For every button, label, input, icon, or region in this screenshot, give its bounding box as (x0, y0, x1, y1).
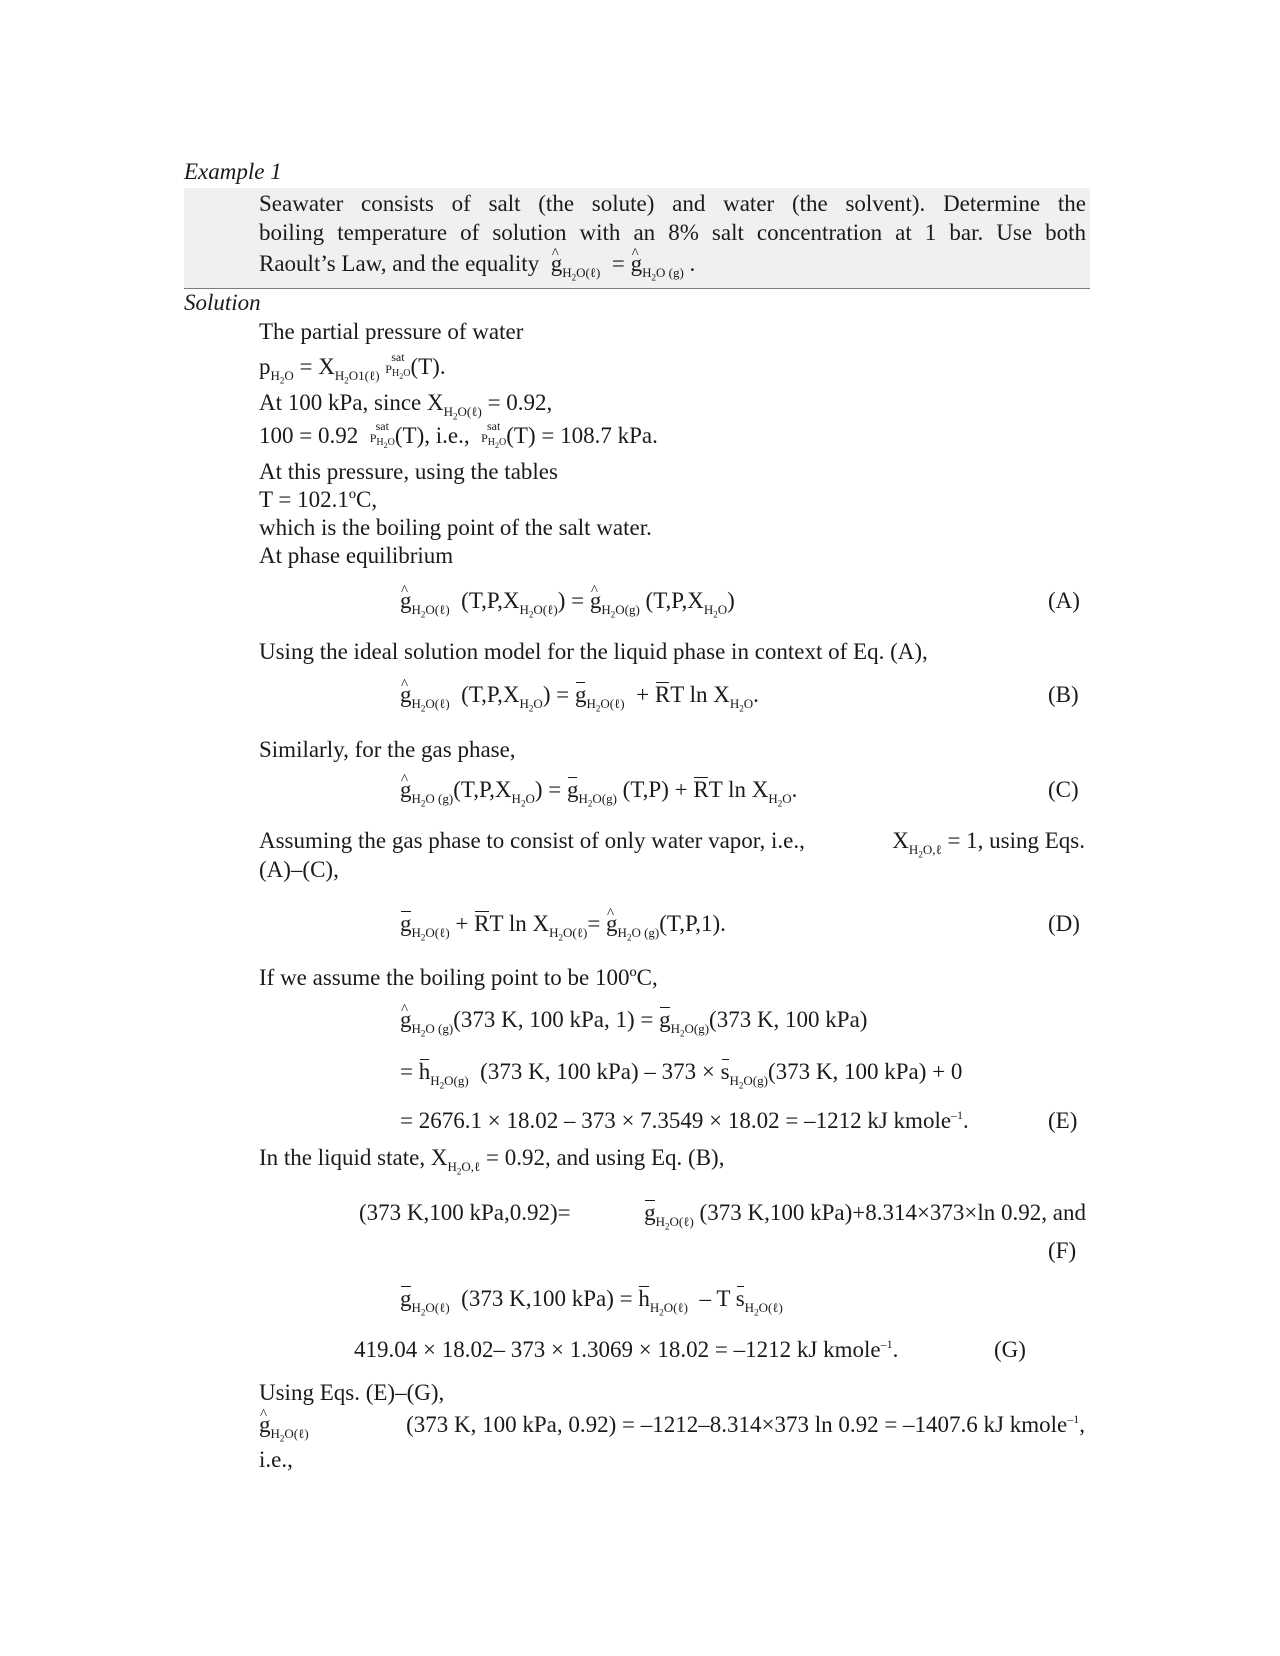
problem-line-1: Seawater consists of salt (the solute) and water (the solvent). Determine the (259, 191, 1086, 216)
solution-line-3-text: At 100 kPa, since (259, 390, 422, 415)
equation-c: ^ $g_{H_2O (g)}(T,P,X_{H_2O}) = g_{H_2O(g)}$ (T,P) + RT $\ln X_{H_2O}$. (400, 775, 797, 804)
problem-line-2: boiling temperature of solution with an 8% salt concentration at 1 bar. Use both (259, 220, 1086, 245)
equation-e-number: (E) (1048, 1108, 1078, 1133)
equation-g-line-2-text: 419.04 × 18.02– 373 × 1.3069 × 18.02 = –1212 kJ kmole (354, 1337, 881, 1362)
problem-line-3 (259, 249, 696, 283)
equation-e-line-2: = $h_{H_2O(g)}$ (373 K, 100 $kPa) - 373 \times s_{H_2O(g)}(373$ K, 100 kPa) + 0 (400, 1059, 963, 1091)
equation-f-right: $g_{H_2O(\ell)}$ (373 K,100 kPa)+8.314×373×ln 0.92, and (644, 1200, 1086, 1232)
solution-line-16: i.e., (259, 1447, 293, 1472)
equation-d-number: (D) (1048, 911, 1080, 936)
solution-line-13-text: In the liquid state, (259, 1145, 426, 1170)
equation-e-line-3: = 2676.1 × 18.02 – 373 × 7.3549 × 18.02 = –1212 kJ kmole$^{-1}$. (400, 1108, 969, 1133)
equation-e-line-3-text: = 2676.1 × 18.02 – 373 × 7.3549 × 18.02 = –1212 kJ kmole (400, 1108, 952, 1133)
solution-line-4: 100 = 0.92 sat $P_{H_2O}$ (T), i.e., sat $P_{H_2O}$ (T) = 108.7 kPa. (259, 418, 658, 450)
equation-f-number: (F) (1048, 1238, 1077, 1263)
solution-line-12: If we assume the boiling point to be 100ºC, (259, 965, 658, 990)
equation-a: ^ $g_{H_2O(\ell)}$ $(T,P,X_{H_2O(\ell)})$ = ^ $g_{H_2O(g)}$ $(T,P,X_{H_2O})$ (400, 586, 735, 615)
equation-b-number: (B) (1048, 682, 1079, 707)
solution-line-15 (259, 1410, 1085, 1444)
solution-line-14: Using Eqs. (E)–(G), (259, 1380, 445, 1405)
equation-f (359, 1198, 1086, 1232)
solution-line-7: which is the boiling point of the salt water. (259, 515, 652, 540)
solution-line-9: Using the ideal solution model for the liquid phase in context of Eq. (A), (259, 639, 928, 664)
solution-line-11-text: Assuming the gas phase to consist of only water vapor, i.e., (259, 828, 805, 853)
solution-line-5: At this pressure, using the tables (259, 459, 558, 484)
equation-g-line-2: 419.04 × 18.02– 373 × 1.3069 × 18.02 = –1212 kJ kmole$^{-1}$. (354, 1337, 899, 1362)
solution-line-13: In the liquid state, $X_{H_2O,\ell} = 0.92$, and using Eq. (B), (259, 1145, 725, 1177)
equation-c-number: (C) (1048, 777, 1079, 802)
equation-e-line-1: ^ $g_{H_2O (g)}(373$ K, 100 kPa, $1) = g_{H_2O(g)}(373$ K, 100 kPa) (400, 1005, 867, 1034)
equation-d: $g_{H_2O(\ell)}$ + RT $\ln X_{H_2O(\ell)}=$ ^ $g_{H_2O (g)}(T,P,1)$. (400, 909, 726, 938)
problem-equality: ^ $g_{H_2O(\ell)}$ = ^ $g_{H_2O (g)}$ . (545, 251, 695, 276)
solution-line-1: The partial pressure of water (259, 319, 524, 344)
solution-line-13-tail: = 0.92, and using Eq. (B), (485, 1145, 725, 1170)
final-gibbs-symbol: ^ $g_{H_2O(\ell)}$ (259, 1410, 309, 1439)
equation-g-line-1: $g_{H_2O(\ell)}$ (373 K,100 $kPa) = h_{H_2O(\ell)} - T$ $s_{H_2O(\ell)}$ (400, 1286, 783, 1318)
final-result: (373 K, 100 kPa, 0.92) = –1212–8.314×373 ln 0.92 = –1407.6 kJ kmole$^{-1}$, (406, 1412, 1085, 1437)
equation-g-number: (G) (994, 1337, 1026, 1362)
equation-f-left: (373 K,100 kPa,0.92)= (359, 1200, 571, 1225)
problem-line-3-text: Raoult’s Law, and the equality (259, 251, 540, 276)
solution-line-8: At phase equilibrium (259, 543, 454, 568)
solution-line-11c: (A)–(C), (259, 857, 339, 882)
equation-b: ^ $g_{H_2O(\ell)}$ $(T,P,X_{H_2O}) = g_{H_2O(\ell)}$ + RT $\ln X_{H_2O}$. (400, 680, 759, 709)
solution-line-2: $p_{H_2O} = X_{H_2O1(\ell)}$ sat $P_{H_2O}$ (T). (259, 349, 446, 386)
solution-line-6: T = 102.1ºC, (259, 487, 378, 512)
solution-line-11-mole-fraction: $X_{H_2O,\ell} = 1$, using Eqs. (892, 828, 1085, 860)
example-heading: Example 1 (184, 159, 282, 184)
solution-line-3: At 100 kPa, since $X_{H_2O(\ell)} = 0.92$, (259, 390, 553, 422)
equation-a-number: (A) (1048, 588, 1080, 613)
solution-line-11 (259, 826, 1085, 860)
solution-line-10: Similarly, for the gas phase, (259, 737, 516, 762)
solution-heading: Solution (184, 290, 261, 315)
